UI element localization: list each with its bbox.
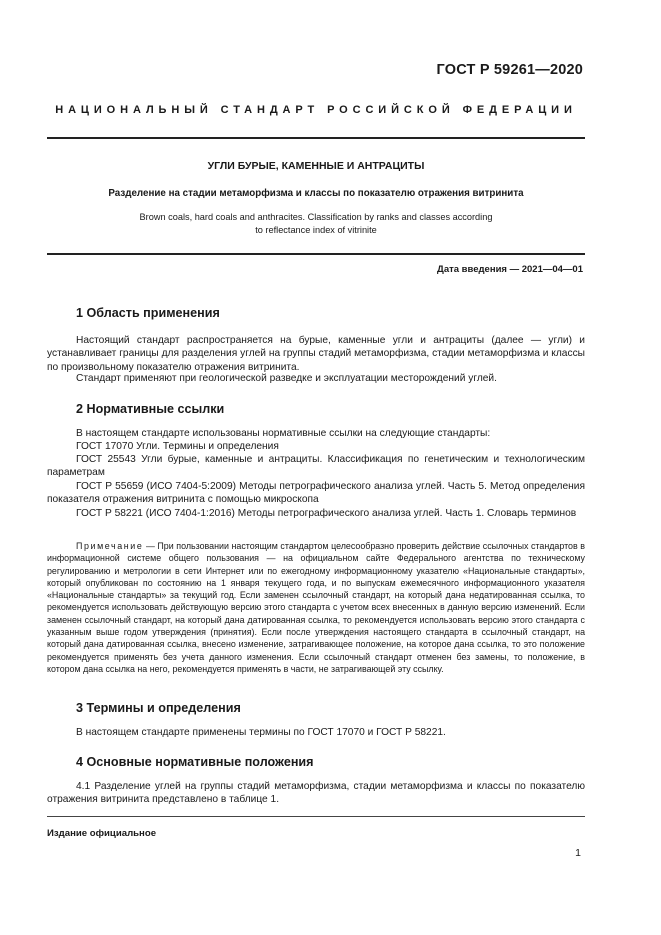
reference-gost-r-55659: ГОСТ Р 55659 (ИСО 7404-5:2009) Методы петрографического анализа углей. Часть 5. Метод определения показателя отражения витринита с помощью микроскопа: [47, 481, 585, 506]
document-subtitle: Разделение на стадии метаморфизма и классы по показателю отражения витринита: [108, 188, 524, 199]
page-number: 1: [575, 847, 581, 859]
introduction-date: Дата введения — 2021—04—01: [437, 264, 583, 275]
section-2-heading: 2 Нормативные ссылки: [76, 402, 225, 416]
document-title: УГЛИ БУРЫЕ, КАМЕННЫЕ И АНТРАЦИТЫ: [207, 160, 425, 172]
section-1-paragraph-2: Стандарт применяют при геологической разведке и эксплуатации месторождений углей.: [76, 373, 497, 384]
footer-rule: [47, 816, 585, 817]
note-label: Примечание: [76, 541, 144, 551]
section-2-intro: В настоящем стандарте использованы нормативные ссылки на следующие стандарты:: [76, 428, 491, 439]
gost-number: ГОСТ Р 59261—2020: [436, 62, 583, 78]
national-standard-banner: НАЦИОНАЛЬНЫЙ СТАНДАРТ РОССИЙСКОЙ ФЕДЕРАЦИИ: [55, 104, 577, 116]
section-1-paragraph-1: Настоящий стандарт распространяется на бурые, каменные угли и антрациты (далее — угли) и устанавливает границы для разделения углей на группы стадий метаморфизма, стадии метаморфизма и классы по произвольному показателю отражения витринита.: [47, 335, 585, 373]
title-bottom-rule: [47, 253, 585, 255]
section-3-paragraph-1: В настоящем стандарте применены термины по ГОСТ 17070 и ГОСТ Р 58221.: [76, 727, 446, 738]
reference-gost-r-58221: ГОСТ Р 58221 (ИСО 7404-1:2016) Методы петрографического анализа углей. Часть 1. Словарь терминов: [76, 508, 577, 519]
section-3-heading: 3 Термины и определения: [76, 701, 241, 715]
english-title-line-2: to reflectance index of vitrinite: [255, 224, 377, 235]
section-4-heading: 4 Основные нормативные положения: [76, 755, 314, 769]
reference-gost-25543: ГОСТ 25543 Угли бурые, каменные и антрациты. Классификация по генетическим и технологическим параметрам: [47, 454, 585, 479]
reference-gost-17070: ГОСТ 17070 Угли. Термины и определения: [76, 441, 279, 452]
references-note: [47, 540, 585, 675]
english-title-line-1: Brown coals, hard coals and anthracites. Classification by ranks and classes according: [139, 212, 493, 222]
official-edition-label: Издание официальное: [47, 828, 157, 839]
english-title: [90, 211, 542, 236]
section-4-paragraph-1: 4.1 Разделение углей на группы стадий метаморфизма, стадии метаморфизма и классы по показателю отражения витринита представлено в таблице 1.: [47, 781, 585, 806]
note-text: — При пользовании настоящим стандартом целесообразно проверить действие ссылочных стандартов в информационной системе общего пользования — на официальном сайте Федерального агентства по техническому регулированию и метрологии в сети Интернет или по ежегодному информационному указателю «Национальные стандарты», который опубликован по состоянию на 1 января текущего года, и по выпускам ежемесячного информационного указателя «Национальные стандарты» за текущий год. Если заменен ссылочный стандарт, на который дана недатированная ссылка, то рекомендуется использовать действующую версию этого стандарта с учетом всех внесенных в данную версию изменений. Если заменен ссылочный стандарт, на который дана датированная ссылка, то рекомендуется использовать версию этого стандарта с указанным выше годом утверждения (принятия). Если после утверждения настоящего стандарта в ссылочный стандарт, на который дана датированная ссылка, внесено изменение, затрагивающее положение, на которое дана ссылка, то это положение рекомендуется применять без учета данного изменения. Если ссылочный стандарт отменен без замены, то положение, в котором дана ссылка на него, рекомендуется применять в части, не затрагивающей эту ссылку.: [47, 541, 585, 674]
top-rule: [47, 137, 585, 139]
section-1-heading: 1 Область применения: [76, 306, 220, 320]
